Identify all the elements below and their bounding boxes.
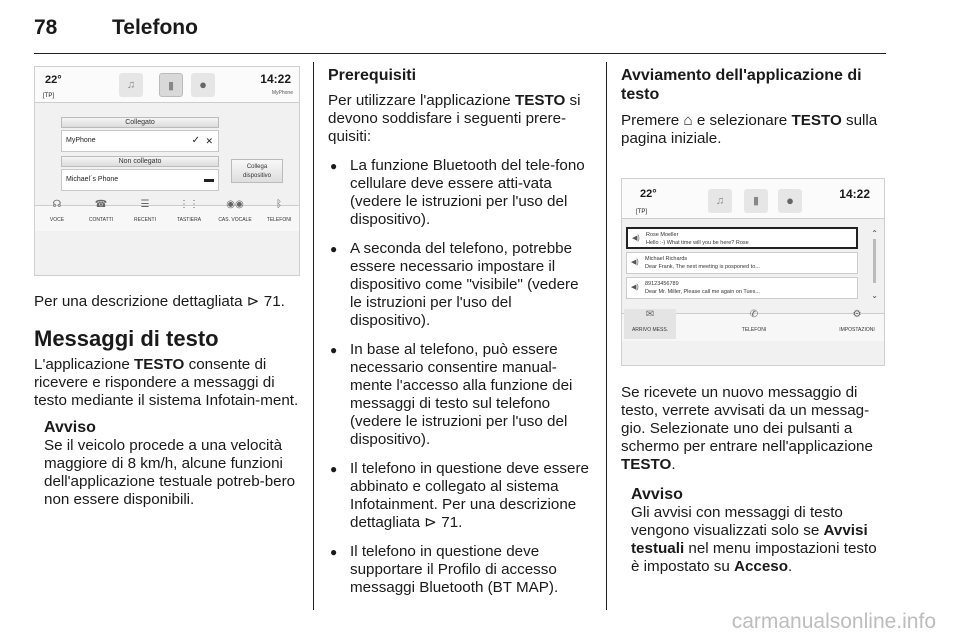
connected-header: Collegato: [61, 117, 219, 128]
bullet-item: ● Il telefono in questione deve essere abbinato e collegato al sistema Infotainment. Per una descrizione dettagliata ⊳ 71.: [328, 460, 594, 532]
message-item[interactable]: ◀) Rose Moeller Hello :-) What time will you be here? Rose: [626, 227, 858, 249]
note-text: Se il veicolo procede a una velocità maggiore di 8 km/h, alcune funzioni dell'applicazione testuale potreb-bero non essere disponibili.: [44, 437, 296, 508]
screen-status-bar: [622, 179, 884, 219]
keypad-icon: ⋮⋮: [179, 199, 199, 210]
phone-name-label: MyPhone: [271, 90, 293, 96]
disconnected-header: Non collegato: [61, 156, 219, 167]
message-item[interactable]: ◀) Michael Richards Dear Frank, The next meeting is posponed to...: [626, 252, 858, 274]
settings-button[interactable]: ⚙ IMPOSTAZIONI: [830, 309, 884, 339]
bullet-item: ● Il telefono in questione deve supportare il Profilo di accesso messaggi Bluetooth (BT MAP).: [328, 543, 594, 597]
bullet-item: ● La funzione Bluetooth del tele-fono cellulare deve essere atti-vata (vedere le istruzioni per l'uso del dispositivo).: [328, 157, 594, 229]
page-header: [34, 14, 886, 54]
scrollbar[interactable]: [873, 239, 876, 283]
clock: 14:22: [260, 72, 291, 86]
note-title: Avviso: [631, 486, 683, 503]
screen-bottom-bar: [35, 199, 299, 231]
tp-indicator: [TP]: [636, 209, 648, 215]
scroll-down-icon[interactable]: ⌄: [871, 291, 878, 300]
screen-status-bar: [35, 67, 299, 103]
page-title: Telefono: [112, 16, 198, 39]
screen-bottom-bar: [622, 309, 884, 341]
phone-screen-image: [34, 66, 300, 276]
scroll-up-icon[interactable]: ⌃: [871, 229, 878, 238]
disconnected-phone-row[interactable]: [61, 169, 219, 191]
column-divider: [313, 62, 314, 610]
press-instruction: Premere ⌂ e selezionare TESTO sulla pagina iniziale.: [621, 112, 878, 147]
connected-phone-row[interactable]: [61, 130, 219, 152]
note-text: Gli avvisi con messaggi di testo vengono visualizzati solo se Avvisi testuali nel menu impostazioni testo è impostato su Acceso.: [631, 504, 877, 575]
settings-icon: ⚙: [852, 309, 862, 320]
start-app-title: Avviamento dell'applicazione di testo: [621, 67, 862, 103]
voicemail-icon: ◉◉: [226, 199, 244, 210]
bullet-item: ● In base al telefono, può essere necessario consentire manual-mente l'accesso alla funzione dei messaggi di testo sul telefono (vedere le istruzioni per l'uso del dispositivo).: [328, 341, 594, 449]
phone-icon: ▮: [159, 73, 183, 97]
contacts-button[interactable]: ☎ CONTATTI: [81, 199, 121, 229]
page-ref-icon: ⊳: [246, 293, 260, 310]
inbox-button[interactable]: ✉ ARRIVO MESS.: [624, 309, 676, 339]
bullet-item: ● A seconda del telefono, potrebbe essere necessario impostare il dispositivo come "visibile" (vedere le istruzioni per l'uso del dispositivo).: [328, 240, 594, 330]
phone-icon: ▮: [744, 189, 768, 213]
page-number: 78: [34, 16, 58, 39]
note-box: [34, 418, 300, 509]
column-divider: [606, 62, 607, 610]
prereq-intro: Per utilizzare l'applicazione TESTO si devono soddisfare i seguenti prere-quisiti:: [328, 92, 581, 145]
column-3: [621, 66, 887, 576]
section-title: Messaggi di testo: [34, 326, 219, 351]
connect-device-button[interactable]: Collega dispositivo: [231, 159, 283, 183]
column-2: [328, 66, 594, 597]
audio-icon: ♫: [119, 73, 143, 97]
speaker-icon: ◀): [631, 284, 639, 291]
phone-icon: ✆: [749, 309, 759, 320]
clock: 14:22: [839, 187, 870, 201]
recent-icon: ☰: [140, 199, 150, 210]
phones-button[interactable]: ✆ TELEFONI: [728, 309, 780, 339]
minus-icon[interactable]: ▬: [204, 174, 214, 185]
temperature: 22°: [640, 188, 657, 200]
voicemail-button[interactable]: ◉◉ CAS. VOCALE: [213, 199, 257, 229]
prereq-title: Prerequisiti: [328, 67, 417, 84]
phones-button[interactable]: ᛒ TELEFONI: [259, 199, 299, 229]
note-box: [621, 485, 887, 576]
reference-line: Per una descrizione dettagliata ⊳ 71.: [34, 293, 285, 310]
record-icon: ●: [191, 73, 215, 97]
check-icon: ✓: [191, 135, 200, 146]
bluetooth-icon: ᛒ: [276, 199, 282, 210]
close-icon[interactable]: ✕: [205, 136, 213, 146]
recent-button[interactable]: ☰ RECENTI: [125, 199, 165, 229]
voice-icon: ☊: [52, 199, 62, 210]
envelope-icon: ✉: [645, 309, 655, 320]
keypad-button[interactable]: ⋮⋮ TASTIERA: [169, 199, 209, 229]
tp-indicator: [TP]: [43, 93, 55, 99]
speaker-icon: ◀): [631, 259, 639, 266]
note-title: Avviso: [44, 419, 96, 436]
voice-button[interactable]: ☊ VOCE: [37, 199, 77, 229]
text-messages-screen-image: [621, 178, 885, 366]
contacts-icon: ☎: [94, 199, 108, 210]
intro-paragraph: L'applicazione TESTO consente di ricevere e rispondere a messaggi di testo mediante il sistema Infotain-ment.: [34, 356, 299, 409]
audio-icon: ♫: [708, 189, 732, 213]
disconnected-phone-name: Michael´s Phone: [66, 176, 119, 183]
message-item[interactable]: ◀) 89123456789 Dear Mr. Miller, Please call me again on Tues...: [626, 277, 858, 299]
notification-paragraph: Se ricevete un nuovo messaggio di testo, verrete avvisati da un messag-gio. Selezionate uno dei pulsanti a schermo per entrare nell'applicazione TESTO.: [621, 384, 873, 473]
record-icon: ●: [778, 189, 802, 213]
speaker-icon: ◀): [632, 235, 640, 242]
temperature: 22°: [45, 74, 62, 86]
connected-phone-name: MyPhone: [66, 137, 96, 144]
watermark-url: carmanualsonline.info: [731, 610, 936, 633]
column-1: [34, 66, 300, 509]
home-icon: ⌂: [683, 112, 693, 129]
